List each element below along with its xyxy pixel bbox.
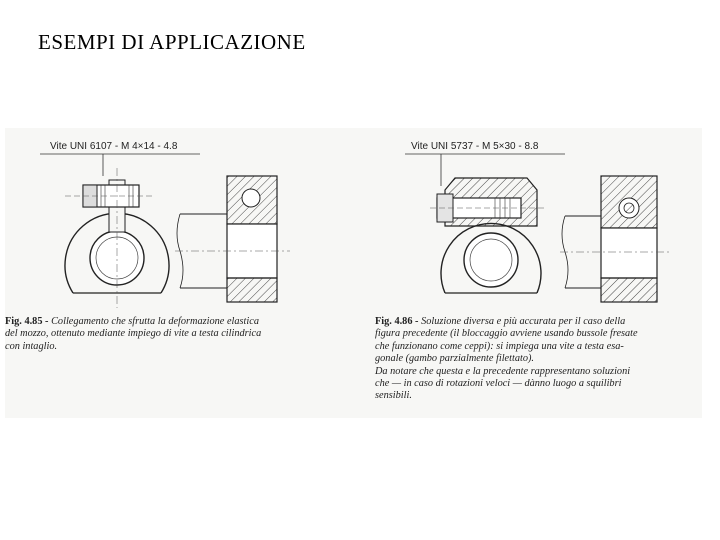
scanned-figure-panel [5, 128, 702, 418]
caption-fig-4-86 [375, 316, 705, 403]
caption-line: Collegamento che sfrutta la deformazione elastica [51, 316, 259, 327]
side-section-screw-hole [242, 189, 260, 207]
caption-line: gonale (gambo parzialmente filettato). [375, 353, 535, 365]
fig-4-85-drawing [40, 141, 290, 308]
side-section-middle-right [601, 228, 657, 278]
caption-fig-4-85 [5, 316, 345, 353]
caption-line: sensibili. [375, 390, 412, 402]
caption-number-left: Fig. 4.85 - [5, 316, 49, 327]
caption-line: che — in caso di rotazioni veloci — dànno luogo a squilibri [375, 378, 622, 390]
screw-label-right: Vite UNI 5737 - M 5×30 - 8.8 [411, 141, 539, 152]
screw-label-left: Vite UNI 6107 - M 4×14 - 4.8 [50, 141, 178, 152]
caption-line: che funzionano come ceppi): si impiega una vite a testa esa- [375, 340, 624, 352]
caption-line: con intaglio. [5, 340, 58, 352]
slide-title: ESEMPI DI APPLICAZIONE [38, 30, 306, 54]
caption-line: Da notare che questa e la precedente rappresentano soluzioni [375, 365, 631, 377]
caption-line: figura precedente (il bloccaggio avviene usando bussole fresate [375, 328, 638, 340]
caption-number-right: Fig. 4.86 - [375, 316, 419, 327]
side-section-bottom-right [601, 278, 657, 302]
fig-4-86-drawing [405, 141, 670, 302]
caption-line: del mozzo, ottenuto mediante impiego di vite a testa cilindrica [5, 328, 262, 340]
side-section-bottom [227, 278, 277, 302]
hub-bore-right [464, 233, 518, 287]
caption-line: Soluzione diversa e più accurata per il caso della [421, 316, 626, 327]
side-section-screw-right [624, 203, 634, 213]
